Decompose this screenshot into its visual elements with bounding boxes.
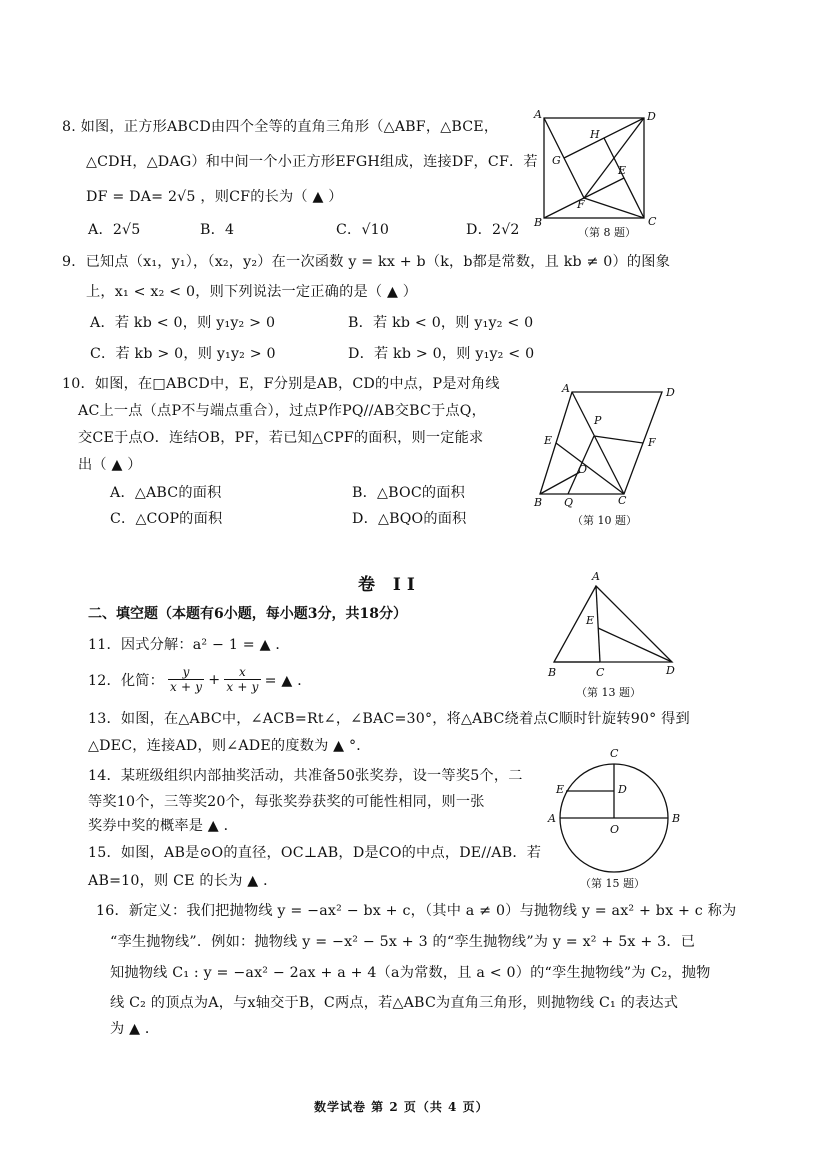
q8-label-h: H: [590, 128, 600, 141]
q10-option-d: D．△BQO的面积: [352, 511, 467, 527]
q10-option-b: B．△BOC的面积: [352, 485, 466, 501]
q12-den1: x + y: [170, 680, 203, 694]
q16-line4: 线 C₂ 的顶点为A，与x轴交于B，C两点，若△ABC为直角三角形，则抛物线 C₁ 的表达式: [110, 995, 679, 1011]
q15-label-d: D: [618, 783, 627, 796]
q13-label-d: D: [666, 664, 675, 677]
q8-caption: （第 8 题）: [578, 226, 636, 239]
q8-option-a: A．2√5: [88, 222, 141, 238]
q8-label-c: C: [648, 215, 657, 228]
q8-label-a: A: [534, 108, 542, 121]
q16-line3: 知抛物线 C₁ : y = −ax² − 2ax + a + 4（a为常数，且 a < 0）的“孪生抛物线”为 C₂，抛物: [110, 965, 711, 981]
q13-label-b: B: [548, 666, 557, 679]
q10-line3: 交CE于点O．连结OB，PF，若已知△CPF的面积，则一定能求: [78, 430, 484, 446]
q9-option-c: C．若 kb > 0，则 y₁y₂ > 0: [90, 346, 276, 362]
q9-option-a: A．若 kb < 0，则 y₁y₂ > 0: [90, 315, 276, 331]
q10-line2: AC上一点（点P不与端点重合），过点P作PQ//AB交BC于点Q，: [78, 403, 487, 419]
q10-line4: 出（ ▲ ）: [78, 457, 142, 473]
section2-header: 二、填空题（本题有6小题，每小题3分，共18分）: [88, 606, 407, 622]
q14-line1: 14．某班级组织内部抽奖活动，共准备50张奖券，设一等奖5个，二: [88, 768, 523, 784]
q8-option-d: D．2√2: [466, 222, 520, 238]
q10-line1: 10．如图，在□ABCD中，E，F分别是AB，CD的中点，P是对角线: [62, 376, 500, 392]
q11: 11．因式分解：a² − 1 = ▲ ．: [88, 637, 290, 653]
q13-label-a: A: [592, 570, 600, 583]
q10-label-f: F: [648, 436, 656, 449]
q8-label-e: E: [618, 164, 627, 177]
q8-figure: [530, 108, 660, 240]
q8-line1: 8. 如图，正方形ABCD由四个全等的直角三角形（△ABF，△BCE，: [62, 119, 499, 135]
q12-prefix: 12．化简：: [88, 672, 165, 689]
q15-label-b: B: [672, 812, 681, 825]
q10-label-p: P: [594, 414, 602, 427]
q15-label-a: A: [548, 812, 556, 825]
q10-label-q: Q: [564, 496, 574, 509]
q14-line2: 等奖10个，三等奖20个，每张奖券获奖的可能性相同，则一张: [88, 794, 485, 810]
q12-num1: y: [182, 665, 190, 679]
q10-label-c: C: [618, 494, 627, 507]
q10-label-o: O: [578, 463, 588, 476]
q8-label-b: B: [534, 216, 543, 229]
q10-option-c: C．△COP的面积: [110, 511, 223, 527]
q10-caption: （第 10 题）: [572, 514, 637, 527]
q10-label-d: D: [666, 386, 675, 399]
q10-option-a: A．△ABC的面积: [110, 485, 222, 501]
q9-option-b: B．若 kb < 0，则 y₁y₂ < 0: [348, 315, 534, 331]
q12-fraction-1: [168, 665, 204, 694]
q13-caption: （第 13 题）: [576, 686, 641, 699]
q10-figure: [528, 380, 688, 530]
q13-figure: [540, 568, 690, 704]
q15-label-e: E: [556, 783, 565, 796]
q15-label-c: C: [610, 747, 619, 760]
q13-line1: 13．如图，在△ABC中，∠ACB=Rt∠，∠BAC=30°，将△ABC绕着点C顺时针旋转90° 得到: [88, 711, 690, 727]
q10-label-e: E: [544, 434, 553, 447]
q10-label-a: A: [562, 382, 570, 395]
section-title: 卷 II: [358, 575, 421, 595]
q9-option-d: D．若 kb > 0，则 y₁y₂ < 0: [348, 346, 535, 362]
q15-line2: AB=10，则 CE 的长为 ▲ ．: [88, 873, 278, 889]
q13-label-e: E: [586, 614, 595, 627]
q15-label-o: O: [610, 823, 620, 836]
page-footer: 数学试卷 第 2 页（共 4 页）: [314, 1100, 489, 1114]
q16-line2: “孪生抛物线”．例如：抛物线 y = −x² − 5x + 3 的“孪生抛物线”为 y = x² + 5x + 3．已: [110, 934, 696, 950]
q13-line2: △DEC，连接AD，则∠ADE的度数为 ▲ °．: [88, 738, 371, 754]
q16-line1: 16．新定义：我们把抛物线 y = −ax² − bx + c，（其中 a ≠ 0）与抛物线 y = ax² + bx + c 称为: [96, 903, 737, 919]
q12-num2: x: [238, 665, 246, 679]
q9-line2: 上，x₁ < x₂ < 0，则下列说法一定正确的是（ ▲ ）: [86, 284, 418, 300]
q8-option-c: C．√10: [336, 222, 390, 238]
q12-plus: +: [208, 671, 221, 688]
q15-line1: 15．如图，AB是⊙O的直径，OC⊥AB，D是CO的中点，DE//AB．若: [88, 845, 542, 861]
q10-label-b: B: [534, 496, 543, 509]
q12: [88, 665, 312, 694]
q14-line3: 奖券中奖的概率是 ▲ ．: [88, 818, 239, 834]
q8-label-d: D: [647, 110, 656, 123]
q15-figure: [540, 745, 690, 893]
q13-label-c: C: [596, 666, 605, 679]
q8-label-g: G: [552, 154, 561, 167]
q16-line5: 为 ▲ ．: [110, 1021, 160, 1037]
q12-fraction-2: [224, 665, 260, 694]
q8-line2: △CDH，△DAG）和中间一个小正方形EFGH组成，连接DF，CF．若: [86, 154, 538, 170]
q8-label-f: F: [577, 198, 585, 211]
q12-den2: x + y: [226, 680, 259, 694]
q8-option-b: B．4: [200, 222, 235, 238]
q15-caption: （第 15 题）: [580, 877, 645, 890]
q9-line1: 9．已知点（x₁，y₁），（x₂，y₂）在一次函数 y = kx + b（k，b都是常数，且 kb ≠ 0）的图象: [62, 254, 671, 270]
q12-suffix: = ▲ ．: [264, 672, 312, 689]
q8-line3: DF = DA= 2√5 ，则CF的长为（ ▲ ）: [86, 189, 343, 205]
